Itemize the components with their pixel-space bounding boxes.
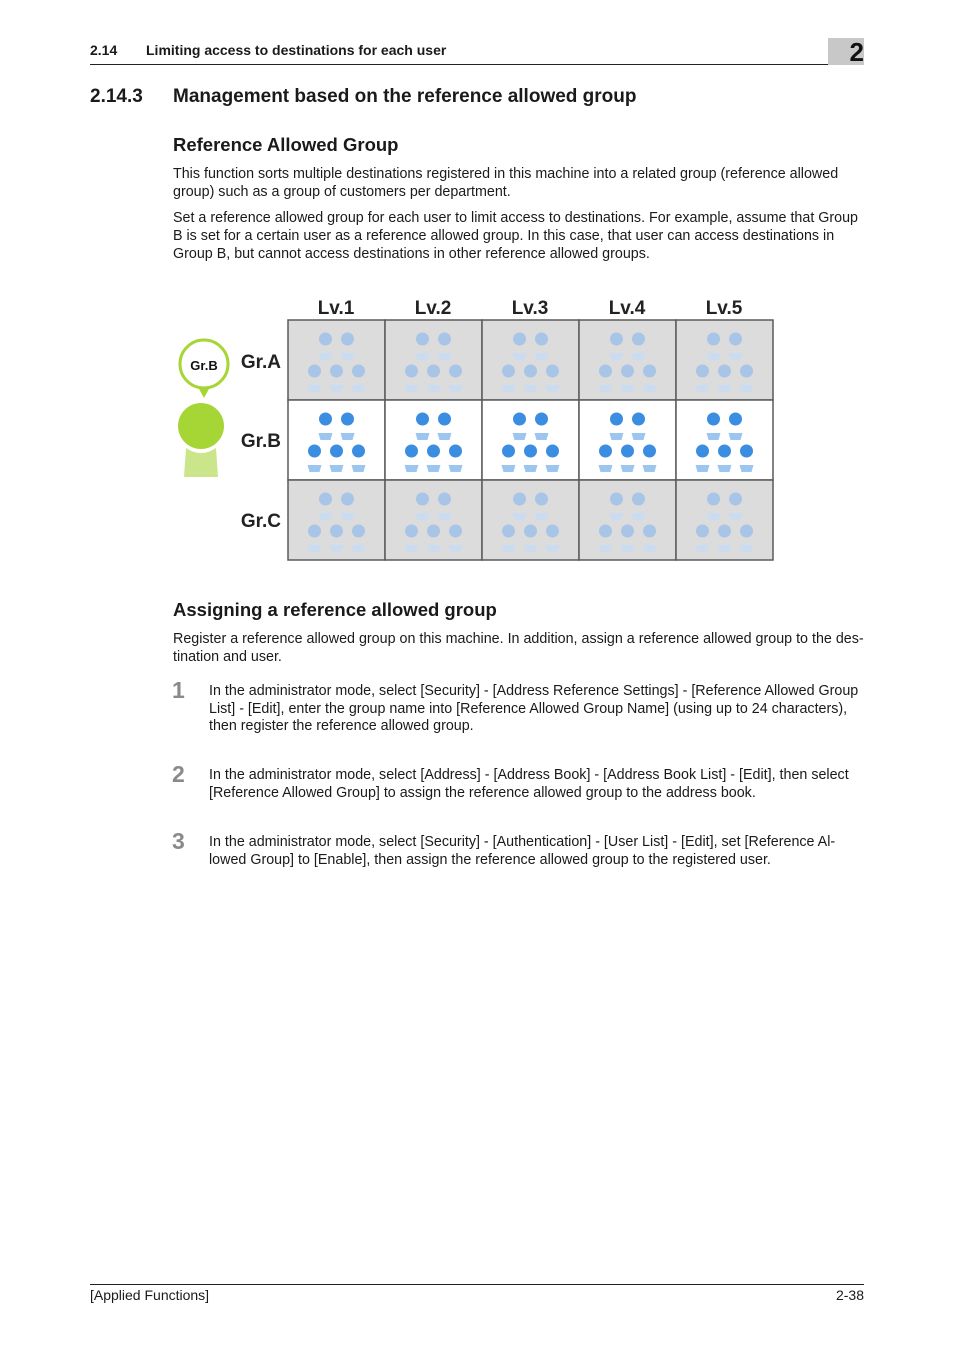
section-title: Management based on the reference allowed group [173, 86, 637, 107]
step-text: In the administrator mode, select [Security] - [Authentication] - [User List] - [Edit], set [Reference Al-lowed Group] to [Enable], then assign the reference allowed group to the registered user. [209, 834, 836, 868]
section-number: 2.14.3 [90, 86, 143, 107]
assigning-heading: Assigning a reference allowed group [173, 599, 497, 620]
group-level-cell [676, 400, 773, 480]
header-rule [90, 64, 864, 65]
step-text: In the administrator mode, select [Address] - [Address Book] - [Address Book List] - [Edit], then select [Reference Allowed Group] to assign the reference allowed group to the address book. [209, 767, 849, 801]
group-level-cell [288, 320, 385, 400]
group-level-cell [288, 400, 385, 480]
group-level-cell [676, 320, 773, 400]
step-number: 1 [172, 677, 185, 703]
user-head [178, 403, 224, 449]
group-label: Gr.A [240, 352, 281, 373]
access-diagram-svg [170, 288, 790, 568]
group-level-cell [385, 400, 482, 480]
level-label: Lv.5 [705, 298, 743, 319]
header-section-number: 2.14 [90, 42, 118, 58]
group-level-cell [579, 320, 676, 400]
step-number: 3 [172, 828, 185, 854]
group-level-cell [579, 480, 676, 560]
assigning-intro: Register a reference allowed group on this machine. In addition, assign a reference allowed group to the des-tination and user. [173, 631, 864, 665]
group-level-cell [385, 320, 482, 400]
group-level-cell [385, 480, 482, 560]
level-label: Lv.4 [608, 298, 646, 319]
group-level-cell [482, 320, 579, 400]
speech-bubble-tail [198, 387, 210, 398]
group-label: Gr.C [240, 511, 281, 532]
group-level-cell [482, 400, 579, 480]
reference-allowed-group-paragraph-2: Set a reference allowed group for each user to limit access to destinations. For example, assume that Group B is set for a certain user as a reference allowed group. In this case, that user can access destinations in Group B, but cannot access destinations in other reference allowed groups. [173, 210, 859, 262]
level-label: Lv.3 [511, 298, 549, 319]
level-label: Lv.1 [317, 298, 355, 319]
level-label: Lv.2 [414, 298, 452, 319]
header-title: Limiting access to destinations for each user [146, 42, 447, 58]
group-level-cell [579, 400, 676, 480]
group-level-grid [288, 320, 773, 560]
chapter-number: 2 [849, 37, 864, 67]
group-level-cell [288, 480, 385, 560]
footer-chapter-name: [Applied Functions] [90, 1287, 210, 1303]
access-diagram [170, 288, 790, 568]
step-text: In the administrator mode, select [Security] - [Address Reference Settings] - [Reference Allowed Group List] - [Edit], enter the group name into [Reference Allowed Group Name] (using up to 24 characters), then register the reference allowed group. [209, 683, 859, 734]
user-bubble-label: Gr.B [190, 358, 218, 373]
chapter-badge [828, 38, 864, 65]
page-number: 2-38 [835, 1287, 864, 1303]
reference-allowed-group-paragraph-1: This function sorts multiple destinations registered in this machine into a related group (reference allowed group) such as a group of customers per department. [173, 166, 839, 200]
footer-rule [90, 1284, 864, 1285]
reference-allowed-group-heading: Reference Allowed Group [173, 134, 399, 155]
step-number: 2 [172, 761, 185, 787]
user-body [184, 448, 218, 477]
group-label: Gr.B [240, 431, 281, 452]
group-level-cell [676, 480, 773, 560]
group-level-cell [482, 480, 579, 560]
user-figure [178, 340, 228, 477]
